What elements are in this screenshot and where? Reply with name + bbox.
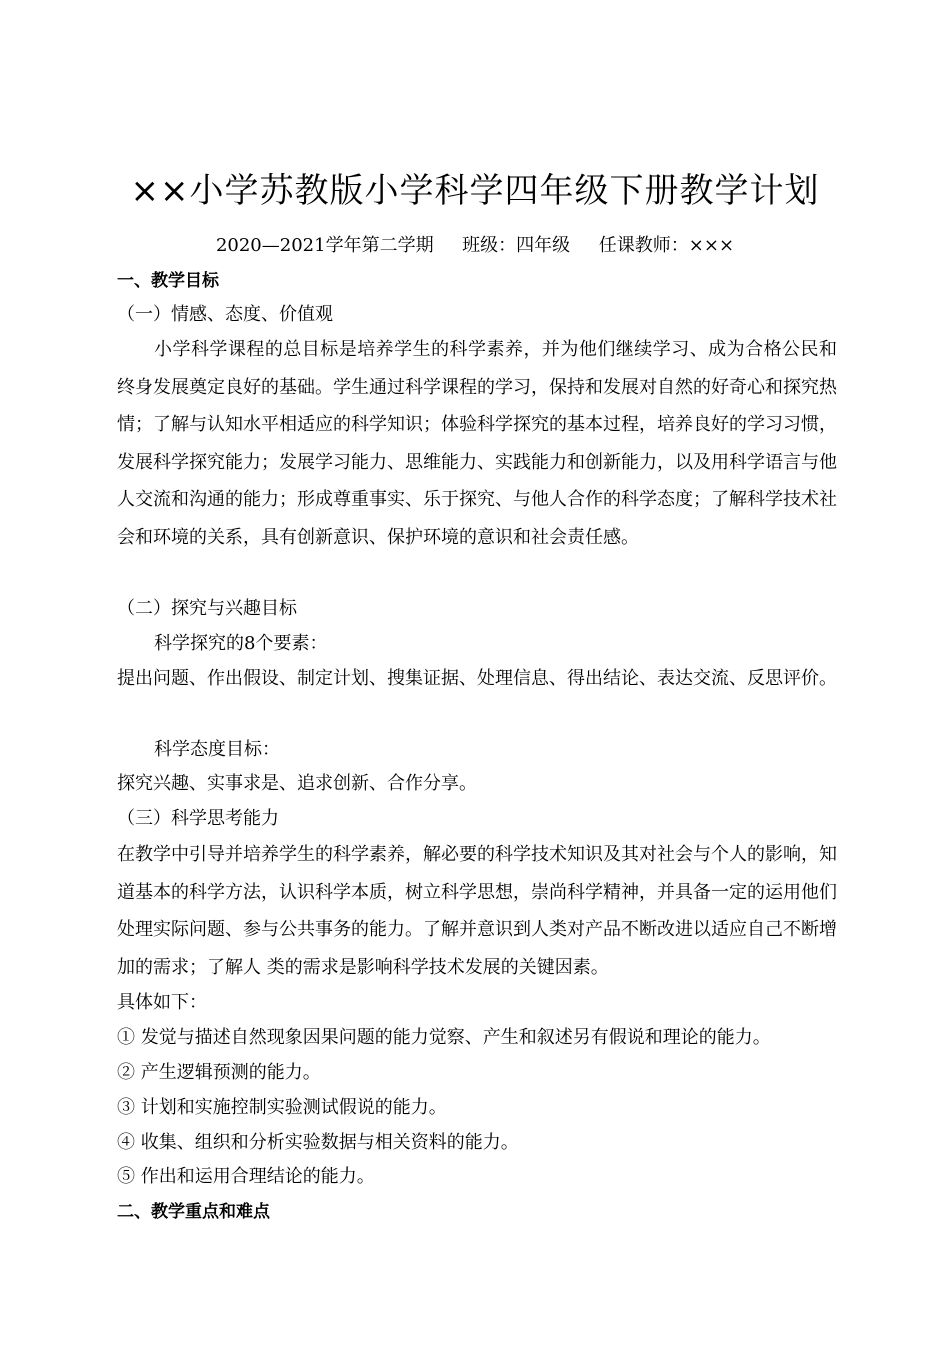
list-item: ⑤ 作出和运用合理结论的能力。 [117,1166,375,1187]
sub1-paragraph: 小学科学课程的总目标是培养学生的科学素养，并为他们继续学习、成为合格公民和终身发展奠定良好的基础。学生通过科学课程的学习，保持和发展对自然的好奇心和探究热情；了解与认知水平相适应的科学知识；体验科学探究的基本过程，培养良好的学习习惯，发展科学探究能力；发展学习能力、思维能力、实践能力和创新能力，以及用科学语言与他人交流和沟通的能力；形成尊重事实、乐于探究、与他人合作的科学态度；了解科学技术社会和环境的关系，具有创新意识、保护环境的意识和社会责任感。 [117,339,837,548]
page-subtitle: 2020—2021学年第二学期 班级：四年级 任课教师：××× [215,235,735,256]
section2-heading: 二、教学重点和难点 [117,1202,270,1222]
list-item: ① 发觉与描述自然现象因果问题的能力觉察、产生和叙述另有假说和理论的能力。 [117,1027,771,1048]
list-item: ③ 计划和实施控制实验测试假说的能力。 [117,1097,447,1118]
list-item: ④ 收集、组织和分析实验数据与相关资料的能力。 [117,1132,519,1153]
section1-heading: 一、教学目标 [117,271,219,291]
list-item: ② 产生逻辑预测的能力。 [117,1062,321,1083]
sub2-label2: 科学态度目标： [154,739,280,760]
sub3-heading: （三）科学思考能力 [117,808,279,829]
sub2-text2: 探究兴趣、实事求是、追求创新、合作分享。 [117,773,477,794]
page-title: ××小学苏教版小学科学四年级下册教学计划 [130,171,820,211]
sub3-paragraph: 在教学中引导并培养学生的科学素养，解必要的科学技术知识及其对社会与个人的影响，知道基本的科学方法，认识科学本质，树立科学思想，崇尚科学精神，并具备一定的运用他们处理实际问题、参与公共事务的能力。了解并意识到人类对产品不断改进以适应自己不断增加的需求；了解人 类的需求是影响科学技术发展的关键因素。 [117,844,837,978]
sub2-label1: 科学探究的8个要素： [154,633,328,654]
sub3-intro: 具体如下： [117,992,207,1013]
sub2-text1: 提出问题、作出假设、制定计划、搜集证据、处理信息、得出结论、表达交流、反思评价。 [117,668,837,689]
sub2-heading: （二）探究与兴趣目标 [117,598,297,619]
sub1-heading: （一）情感、态度、价值观 [117,304,333,325]
